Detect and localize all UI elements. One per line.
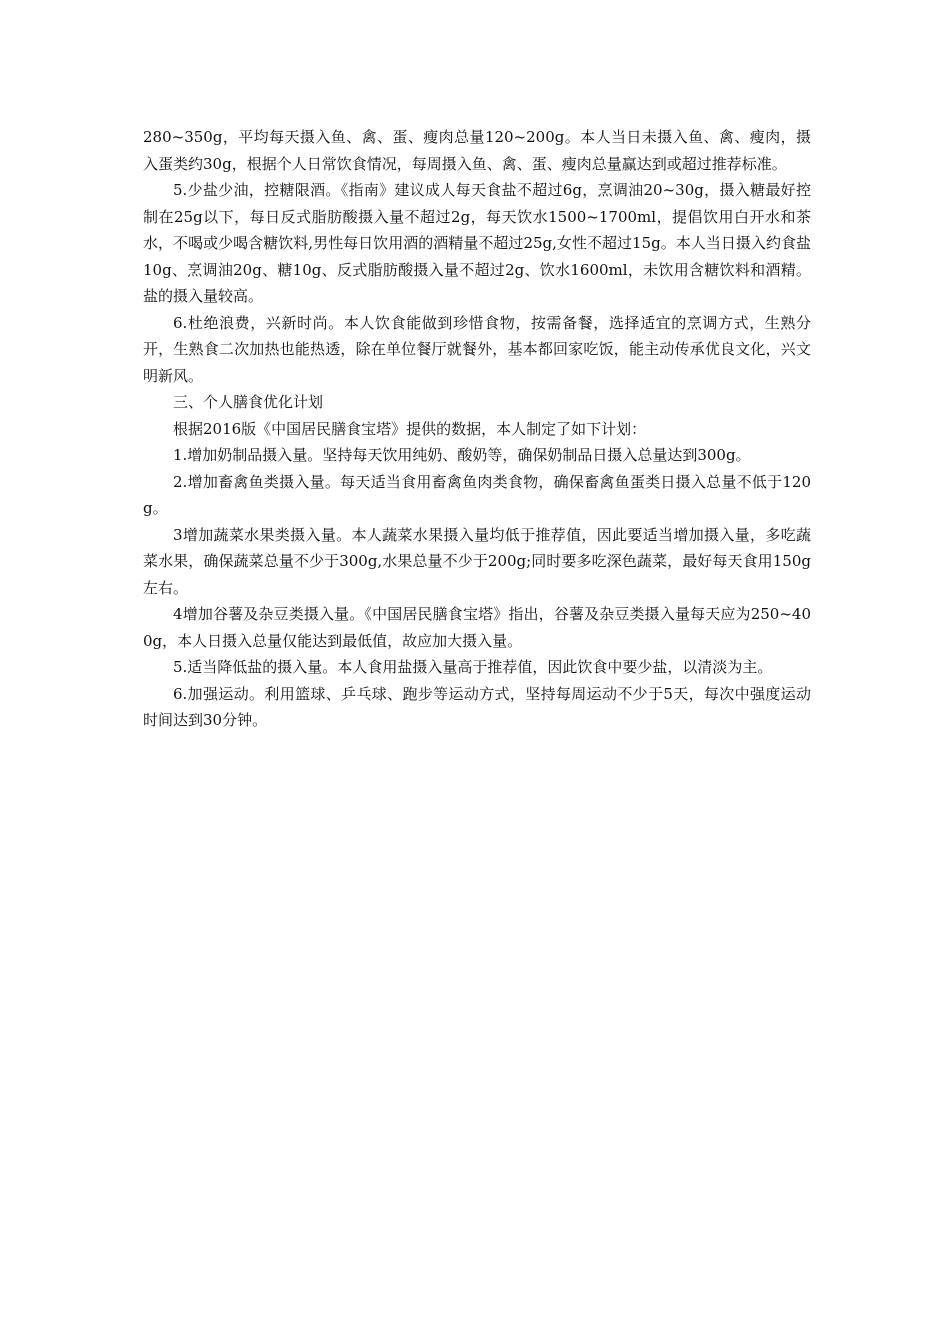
plan-item-dairy: 1.增加奶制品摄入量。坚持每天饮用纯奶、酸奶等，确保奶制品日摄入总量达到300g。 [173,446,751,464]
paragraph-diet-continued: 280~350g，平均每天摄入鱼、禽、蛋、瘦肉总量120~200g。本人当日未摄入鱼、禽、瘦肉，摄入蛋类约30g，根据个人日常饮食情况，每周摄入鱼、禽、蛋、瘦肉总量赢达到或超过推荐标准。 [143,128,811,173]
plan-item-exercise: 6.加强运动。利用篮球、乒乓球、跑步等运动方式，坚持每周运动不少于5天，每次中强度运动时间达到30分钟。 [143,684,811,729]
section-heading-diet-plan: 三、个人膳食优化计划 [173,393,324,411]
plan-item-reduce-salt: 5.适当降低盐的摄入量。本人食用盐摄入量高于推荐值，因此饮食中要少盐，以清淡为主。 [173,658,773,676]
plan-item-vegetables-fruit: 3增加蔬菜水果类摄入量。本人蔬菜水果摄入量均低于推荐值，因此要适当增加摄入量，多吃蔬菜水果，确保蔬菜总量不少于300g,水果总量不少于200g;同时要多吃深色蔬菜，最好每天食用150g左右。 [143,525,811,597]
paragraph-plan-intro: 根据2016版《中国居民膳食宝塔》提供的数据，本人制定了如下计划： [173,419,647,438]
plan-item-grains-beans: 4增加谷薯及杂豆类摄入量。《中国居民膳食宝塔》指出，谷薯及杂豆类摄入量每天应为250~400g，本人日摄入总量仅能达到最低值，故应加大摄入量。 [143,605,811,650]
plan-item-meat-fish: 2.增加畜禽鱼类摄入量。每天适当食用畜禽鱼肉类食物，确保畜禽鱼蛋类日摄入总量不低于120g。 [143,472,811,517]
paragraph-salt-oil-sugar-alcohol: 5.少盐少油，控糖限酒。《指南》建议成人每天食盐不超过6g，烹调油20~30g，摄入糖最好控制在25g以下，每日反式脂肪酸摄入量不超过2g，每天饮水1500~1700ml，提倡饮用白开水和茶水，不喝或少喝含糖饮料,男性每日饮用酒的酒精量不超过25g,女性不超过15g。本人当日摄入约食盐10g、烹调油20g、糖10g、反式脂肪酸摄入量不超过2g、饮水1600ml，未饮用含糖饮料和酒精。盐的摄入量较高。 [143,181,811,305]
document-body [143,124,811,734]
paragraph-avoid-waste: 6.杜绝浪费，兴新时尚。本人饮食能做到珍惜食物，按需备餐，选择适宜的烹调方式，生熟分开，生熟食二次加热也能热透，除在单位餐厅就餐外，基本都回家吃饭，能主动传承优良文化，兴文明新风。 [143,313,811,385]
